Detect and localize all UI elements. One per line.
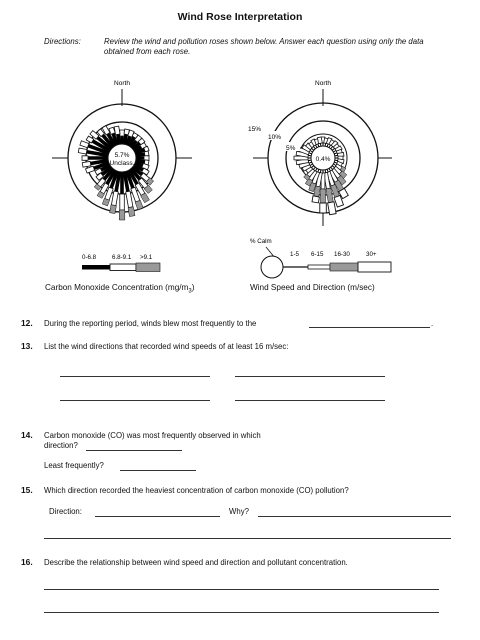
co-center-label: Unclass.: [109, 160, 135, 167]
co-spoke-gray: [128, 207, 135, 217]
q16-answer-line-2[interactable]: [44, 612, 439, 613]
wind-legend-swatch-2: [308, 265, 330, 269]
q16-answer-line-1[interactable]: [44, 589, 439, 590]
co-center-pct: 5.7%: [114, 152, 130, 159]
q14-least-answer-line[interactable]: [120, 470, 196, 471]
wind-ring-label-15: 15%: [248, 126, 262, 133]
wind-spoke-white: [318, 137, 323, 144]
directions-label: Directions:: [44, 37, 81, 46]
co-spoke-white: [78, 148, 87, 154]
wind-legend-label-4: 30+: [366, 251, 377, 258]
co-spoke-gray: [119, 210, 125, 220]
co-spoke-white: [82, 156, 88, 161]
co-spoke-white: [126, 191, 133, 208]
q14-number: 14.: [21, 430, 33, 440]
co-pollution-rose: [52, 80, 192, 272]
wind-spoke-gray: [321, 189, 326, 203]
q15-text: Which direction recorded the heaviest concentration of carbon monoxide (CO) pollution?: [44, 486, 349, 495]
wind-legend-label-2: 6-15: [311, 251, 324, 258]
wind-ring-label-5: 5%: [286, 145, 296, 152]
q13-number: 13.: [21, 341, 33, 351]
page-title: Wind Rose Interpretation: [177, 11, 303, 23]
co-legend-label-3: >9.1: [140, 254, 153, 261]
q14-text: Carbon monoxide (CO) was most frequently observed in which: [44, 431, 261, 440]
co-rose-caption: [45, 283, 194, 295]
q16-number: 16.: [21, 557, 33, 567]
q12-number: 12.: [21, 318, 33, 328]
wind-legend-label-1: 1-5: [290, 251, 299, 258]
q13-answer-line-3[interactable]: [60, 400, 210, 401]
co-spoke-white: [120, 130, 125, 136]
q13-answer-line-2[interactable]: [235, 376, 385, 377]
q15-why-answer-line[interactable]: [258, 516, 451, 517]
wind-calm-circle: [261, 256, 283, 278]
q15-number: 15.: [21, 485, 33, 495]
q12-text: During the reporting period, winds blew most frequently to the: [44, 319, 257, 328]
co-legend-label-1: 0-6.8: [82, 254, 97, 261]
q14-least-label: Least frequently?: [44, 461, 104, 470]
q14-most-answer-line[interactable]: [86, 450, 182, 451]
q12-period: .: [431, 319, 434, 328]
wind-roses-figure: [0, 70, 480, 285]
q15-answer-line-2[interactable]: [44, 538, 451, 539]
co-spoke-white: [80, 141, 89, 148]
wind-speed-rose: [247, 80, 392, 278]
wind-north-label: North: [315, 80, 331, 87]
q13-answer-line-1[interactable]: [60, 376, 210, 377]
wind-ring-label-10: 10%: [268, 134, 282, 141]
wind-legend-label-3: 16-30: [334, 251, 350, 258]
co-legend-label-2: 6.8-9.1: [112, 254, 132, 261]
q15-direction-label: Direction:: [49, 507, 82, 516]
co-caption-end: ): [191, 283, 195, 292]
co-legend-swatch-2: [110, 264, 136, 271]
co-spoke-white: [120, 194, 125, 210]
directions-text: Review the wind and pollution roses shown below. Answer each question using only the data obtained from each rose.: [104, 37, 424, 56]
wind-legend-swatch-4: [358, 262, 391, 272]
co-legend-swatch-1: [82, 265, 110, 270]
co-north-label: North: [114, 80, 130, 87]
wind-calm-label: % Calm: [250, 238, 272, 245]
q15-why-label: Why?: [229, 507, 249, 516]
q13-answer-line-4[interactable]: [235, 400, 385, 401]
q14-text-2: direction?: [44, 441, 78, 450]
co-spoke-gray: [135, 200, 143, 209]
co-caption-sub: 3: [188, 288, 192, 295]
wind-rose-caption: Wind Speed and Direction (m/sec): [250, 283, 375, 292]
wind-spoke-big: [312, 196, 319, 203]
q15-direction-answer-line[interactable]: [95, 516, 220, 517]
q16-text: Describe the relationship between wind speed and direction and pollutant concentration.: [44, 558, 348, 567]
co-spoke-white: [114, 126, 120, 135]
q13-text: List the wind directions that recorded wind speeds of at least 16 m/sec:: [44, 342, 289, 351]
co-spoke-white: [82, 161, 91, 167]
wind-spoke-big: [320, 203, 327, 213]
co-spoke-gray: [110, 205, 117, 214]
wind-legend-swatch-3: [330, 263, 358, 271]
co-legend-swatch-3: [136, 263, 160, 272]
q12-answer-line[interactable]: [309, 327, 430, 328]
wind-center-pct: 0.4%: [315, 156, 331, 163]
co-caption-text: Carbon Monoxide Concentration (mg/m: [45, 283, 189, 292]
